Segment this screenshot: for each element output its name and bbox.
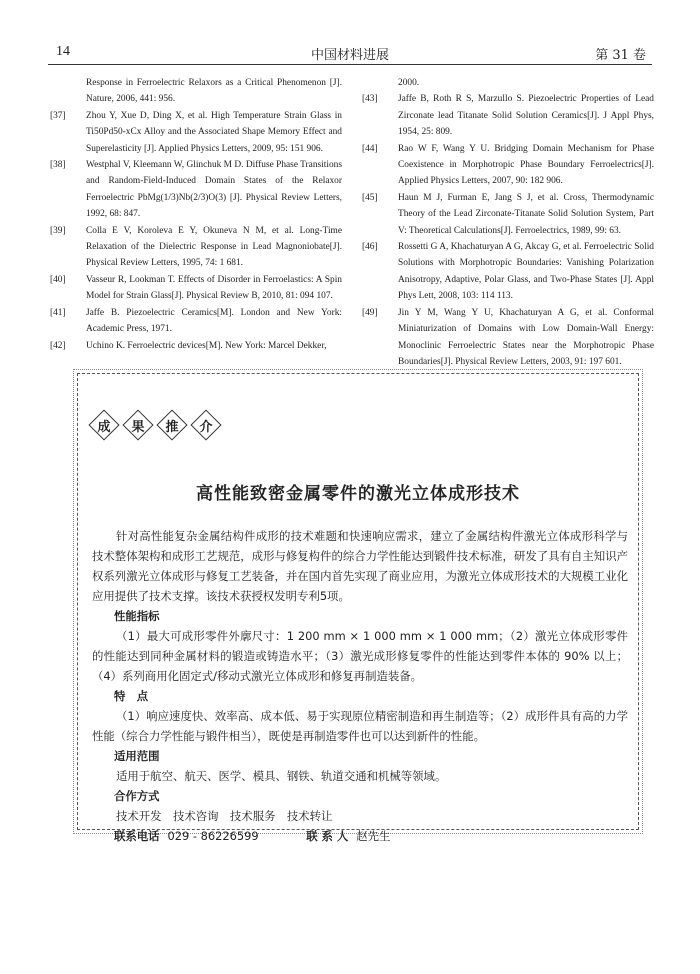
- badge-char: 介: [199, 420, 213, 435]
- promo-intro: 针对高性能复杂金属结构件成形的技术难题和快速响应需求，建立了金属结构件激光立体成形科学与技术整体架构和成形工艺规范，成形与修复构件的综合力学性能达到锻件技术标准，研发了具有自主知识产权系列激光立体成形与修复工艺装备，并在国内首先实现了商业应用，为激光立体成形技术的大规模工业化应用提供了技术支撑。该技术获授权发明专利5项。: [92, 529, 628, 603]
- reference-text: Jin Y M, Wang Y U, Khachaturyan A G, et al. Conformal Miniaturization of Domains with Low Domain-Wall Energy: Monoclinic Ferroelectric States near the Morphotropic Phase Boundaries[J]. Physical Review Letters, 2003, 91: 197 601.: [398, 307, 654, 367]
- badge-diamond: [192, 411, 220, 439]
- reference-item: [50, 272, 342, 305]
- badge-diamond: [124, 411, 152, 439]
- phone-label: 联系电话: [114, 829, 160, 843]
- perf-heading: 性能指标: [114, 609, 160, 623]
- coop-text: 技术开发 技术咨询 技术服务 技术转让: [116, 809, 333, 823]
- reference-text: Rao W F, Wang Y U. Bridging Domain Mechanism for Phase Coexistence in Morphotropic Phase Boundary Ferroelectrics[J]. Applied Physics Letters, 2007, 90: 182 906.: [398, 143, 654, 187]
- reference-item: [50, 157, 342, 223]
- reference-item: [50, 338, 342, 354]
- reference-text: Jaffe B. Piezoelectric Ceramics[M]. London and New York: Academic Press, 1971.: [86, 307, 342, 335]
- reference-item: [362, 91, 654, 140]
- contact-line: [92, 826, 628, 846]
- reference-text: Response in Ferroelectric Relaxors as a Critical Phenomenon [J]. Nature, 2006, 441: 956.: [86, 78, 342, 105]
- reference-text: Uchino K. Ferroelectric devices[M]. New York: Marcel Dekker,: [86, 340, 327, 351]
- contact-label: 联 系 人: [306, 829, 349, 843]
- perf-text: （1）最大可成形零件外廓尺寸：1 200 mm × 1 000 mm × 1 000 mm；（2）激光立体成形零件的性能达到同种金属材料的锻造或铸造水平；（3）激光成形修复零件的性能达到零件本体的 90% 以上；（4）系列商用化固定式/移动式激光立体成形和修复再制造装备。: [92, 629, 628, 683]
- reference-item: [50, 108, 342, 157]
- feat-heading: 特 点: [114, 689, 149, 703]
- coop-heading: 合作方式: [114, 789, 160, 803]
- reference-item: [362, 141, 654, 190]
- reference-text: Zhou Y, Xue D, Ding X, et al. High Temperature Strain Glass in Ti50Pd50-xCx Alloy and the Associated Shape Memory Effect and Superelasticity [J]. Applied Physics Letters, 2009, 95: 151 906.: [86, 110, 342, 154]
- reference-text: Haun M J, Furman E, Jang S J, et al. Cross, Thermodynamic Theory of the Lead Zirconate-Titanate Solid Solution System, Part V: Theoretical Calculations[J]. Ferroelectrics, 1989, 99: 63.: [398, 192, 654, 236]
- reference-number: [41]: [50, 307, 66, 318]
- page-number: 14: [56, 44, 70, 59]
- feat-text: （1）响应速度快、效率高、成本低、易于实现原位精密制造和再生制造等；（2）成形件具有高的力学性能（综合力学性能与锻件相当），既使是再制造零件也可以达到新件的性能。: [92, 709, 628, 743]
- reference-number: [38]: [50, 160, 66, 171]
- journal-name: 中国材料进展: [310, 48, 389, 63]
- volume-label: 第 31 卷: [595, 48, 646, 63]
- reference-number: [43]: [362, 94, 378, 105]
- reference-number: [49]: [362, 307, 378, 318]
- badge-char: 推: [165, 420, 179, 435]
- contact-name: 赵先生: [356, 829, 391, 843]
- reference-item: [362, 239, 654, 305]
- badge-diamond: [90, 411, 118, 439]
- reference-item: [50, 305, 342, 338]
- reference-number: [37]: [50, 110, 66, 121]
- reference-text: Vasseur R, Lookman T. Effects of Disorder in Ferroelastics: A Spin Model for Strain Glass[J]. Physical Review B, 2010, 81: 094 107.: [86, 274, 342, 302]
- references-left-column: [50, 75, 342, 354]
- scope-text: 适用于航空、航天、医学、模具、钢铁、轨道交通和机械等领域。: [116, 769, 447, 783]
- reference-item: [362, 75, 654, 91]
- references-right-column: [362, 75, 654, 370]
- reference-item: [50, 223, 342, 272]
- reference-item: [362, 305, 654, 371]
- reference-number: [42]: [50, 340, 66, 351]
- promo-body: [92, 526, 628, 846]
- phone-number: 029 - 86226599: [167, 829, 259, 843]
- page-header: [48, 42, 652, 65]
- reference-text: Jaffe B, Roth R S, Marzullo S. Piezoelectric Properties of Lead Zirconate lead Titanate Solid Solution Ceramics[J]. J Appl Phys, 1954, 25: 809.: [398, 94, 654, 138]
- reference-number: [40]: [50, 274, 66, 285]
- badge-char: 成: [97, 420, 111, 435]
- reference-number: [39]: [50, 225, 66, 236]
- reference-text: Westphal V, Kleemann W, Glinchuk M D. Diffuse Phase Transitions and Random-Field-Induced Domain States of the Relaxor Ferroelectric PbMg(1/3)Nb(2/3)O(3) [J]. Physical Review Letters, 1992, 68: 847.: [86, 160, 343, 220]
- reference-number: [45]: [362, 192, 378, 203]
- badge-diamond: [158, 411, 186, 439]
- reference-item: [362, 190, 654, 239]
- promo-badges: [90, 411, 220, 439]
- reference-text: Rossetti G A, Khachaturyan A G, Akcay G, et al. Ferroelectric Solid Solutions with Morphotropic Boundaries: Vanishing Polarization Anisotropy, Adaptive, Polar Glass, and Two-Phase States [J]. Appl Phys Lett, 2008, 103: 114 113.: [398, 242, 654, 302]
- reference-text: Colla E V, Koroleva E Y, Okuneva N M, et al. Long-Time Relaxation of the Dielectric Response in Lead Magnoniobate[J]. Physical Review Letters, 1995, 74: 1 681.: [86, 225, 342, 269]
- promo-title: 高性能致密金属零件的激光立体成形技术: [196, 484, 520, 504]
- reference-number: [46]: [362, 242, 378, 253]
- badge-char: 果: [131, 420, 145, 435]
- reference-number: [44]: [362, 143, 378, 154]
- scope-heading: 适用范围: [114, 749, 160, 763]
- reference-text: 2000.: [398, 78, 420, 88]
- reference-item: [50, 75, 342, 108]
